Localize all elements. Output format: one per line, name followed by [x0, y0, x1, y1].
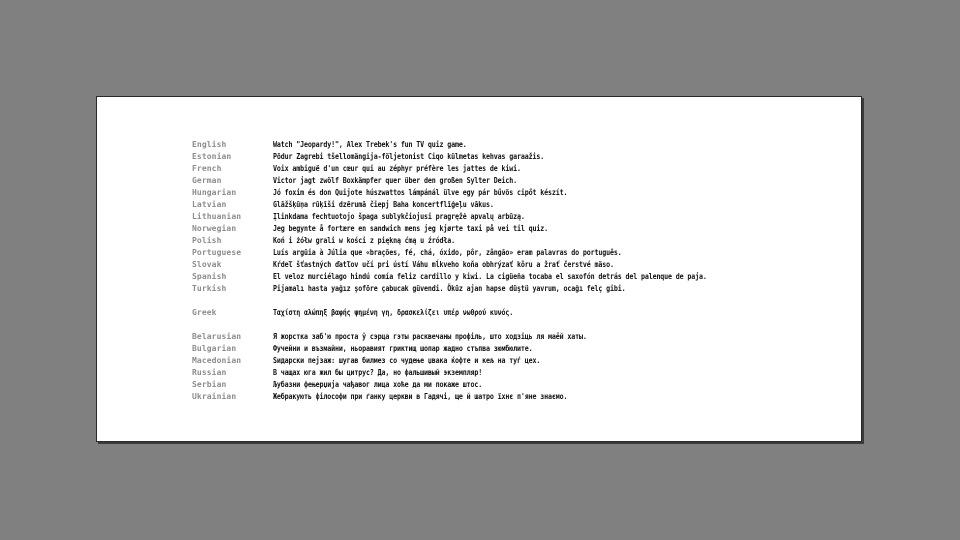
list-item — [192, 259, 842, 271]
pangram-text: Voix ambiguë d'un cœur qui au zéphyr préfère les jattes de kiwi. — [273, 164, 521, 173]
pangram-text: Жебракують філософи при ґанку церкви в Гадячі, ще й шатро їхнє п'яне знаємо. — [273, 392, 568, 401]
pangram-text: Фучейни и възмайни, ньоравият гриктищ шопар жадно стъпва зюмбюлите. — [273, 344, 533, 353]
list-item — [192, 163, 842, 175]
pangram-text: Ταχίστη αλώπηξ βαφής ψημένη γη, δρασκελίζει υπέρ νωθρού κυνός. — [273, 308, 514, 317]
language-label: Turkish — [192, 284, 227, 293]
pangram-text: Ѕидарски пејзаж: шугав билмез со чудење џвака ќофте и кељ на туѓ цех. — [273, 356, 541, 365]
list-item — [192, 391, 842, 403]
language-label: Serbian — [192, 380, 227, 389]
pangram-text: Įlinkdama fechtuotojo špaga sublykčiojusi pragręžė apvalų arbūzą. — [273, 212, 525, 221]
language-label: Bulgarian — [192, 344, 237, 353]
language-label: Macedonian — [192, 356, 242, 365]
list-item — [192, 355, 842, 367]
list-item — [192, 283, 842, 295]
list-item — [192, 343, 842, 355]
list-item — [192, 187, 842, 199]
pangram-text: Jeg begynte å fortære en sandwich mens jeg kjørte taxi på vei til quiz. — [273, 224, 549, 233]
language-label: Latvian — [192, 200, 227, 209]
pangram-text: Pijamalı hasta yağız şoföre çabucak güvendi. Öküz ajan hapse düştü yavrum, ocağı felç gibi. — [273, 284, 626, 293]
list-item — [192, 211, 842, 223]
language-label: German — [192, 176, 222, 185]
group-spacer — [192, 319, 842, 331]
pangram-text: Koń i żółw grali w kości z piękną ćmą u źródła. — [273, 236, 456, 245]
language-label: English — [192, 140, 227, 149]
language-label: Portuguese — [192, 248, 242, 257]
language-label: Belarusian — [192, 332, 242, 341]
list-item — [192, 139, 842, 151]
list-item — [192, 247, 842, 259]
pangram-text: Я жорстка заб'ю проста ў сэрца гэты расквечаны профіль, што ходзіць ля маёй хаты. — [273, 332, 587, 341]
pangram-text: Glāžšķūņa rūķīši dzērumā čiepj Baha koncertflīģeļu vākus. — [273, 200, 494, 209]
language-label: Greek — [192, 308, 217, 317]
document-page — [96, 96, 862, 442]
list-item — [192, 331, 842, 343]
language-label: Lithuanian — [192, 212, 242, 221]
pangram-text: Љубазни фењерџија чађавог лица хоће да ми покаже штос. — [273, 380, 483, 389]
list-item — [192, 235, 842, 247]
pangram-text: El veloz murciélago hindú comía feliz cardillo y kiwi. La cigüeña tocaba el saxofón detrás del palenque de paja. — [273, 272, 707, 281]
pangram-text: Victor jagt zwölf Boxkämpfer quer über den großen Sylter Deich. — [273, 176, 518, 185]
pangram-text: Watch "Jeopardy!", Alex Trebek's fun TV quiz game. — [273, 140, 467, 149]
language-label: Ukrainian — [192, 392, 237, 401]
language-label: Polish — [192, 236, 222, 245]
language-label: Hungarian — [192, 188, 237, 197]
list-item — [192, 175, 842, 187]
list-item — [192, 307, 842, 319]
list-item — [192, 223, 842, 235]
language-label: Slovak — [192, 260, 222, 269]
pangram-text: Põdur Zagrebi tšellomängija-följetonist Ciqo külmetas kehvas garaažis. — [273, 152, 545, 161]
list-item — [192, 151, 842, 163]
language-label: Russian — [192, 368, 227, 377]
list-item — [192, 199, 842, 211]
pangram-text: Luís argüia à Júlia que «brações, fé, chá, óxido, pôr, zângão» eram palavras do português. — [273, 248, 622, 257]
list-item — [192, 367, 842, 379]
language-label: Estonian — [192, 152, 232, 161]
list-item — [192, 379, 842, 391]
pangram-text: Jó foxim és don Quijote húszwattos lámpánál ülve egy pár bűvös cipőt készít. — [273, 188, 568, 197]
list-item — [192, 271, 842, 283]
language-label: Norwegian — [192, 224, 237, 233]
pangram-list — [192, 139, 842, 403]
group-spacer — [192, 295, 842, 307]
pangram-text: Kŕdeľ šťastných ďatľov učí pri ústí Váhu mĺkveho koňa obhrýzať kôru a žrať čerstvé mäso. — [273, 260, 614, 269]
pangram-text: В чащах юга жил бы цитрус? Да, но фальшивый экземпляр! — [273, 368, 483, 377]
language-label: French — [192, 164, 222, 173]
language-label: Spanish — [192, 272, 227, 281]
